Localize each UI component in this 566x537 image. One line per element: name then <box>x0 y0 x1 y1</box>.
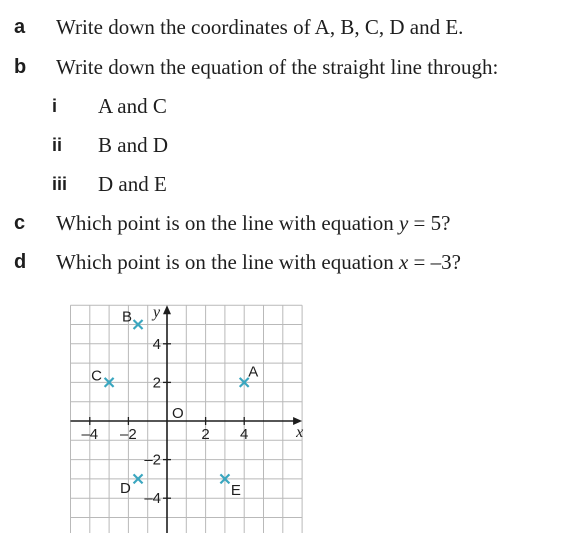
point-label: B <box>122 308 133 326</box>
x-axis-label: x <box>296 424 304 441</box>
x-tick-label: 4 <box>240 426 249 443</box>
y-tick-label: –4 <box>144 490 161 508</box>
question-text: D and E <box>98 171 167 196</box>
text-after: = –3? <box>408 249 461 274</box>
text-before: Which point is on the line with equation <box>56 249 399 274</box>
question-b <box>14 52 498 82</box>
question-b-i <box>52 91 167 121</box>
question-text: A and C <box>98 93 167 118</box>
question-b-iii <box>52 169 167 199</box>
text-before: Which point is on the line with equation <box>56 210 399 235</box>
question-a <box>14 12 463 42</box>
y-axis-arrow-icon <box>163 305 171 314</box>
question-letter: iii <box>52 174 68 194</box>
axis-labels <box>81 304 303 507</box>
point-label: E <box>230 481 241 499</box>
question-text: B and D <box>98 132 168 157</box>
question-text <box>56 249 461 274</box>
question-b-ii <box>52 130 168 160</box>
question-letter: d <box>14 251 27 273</box>
question-text <box>56 210 451 235</box>
question-letter: i <box>52 96 58 116</box>
point-label: D <box>120 479 131 497</box>
text-after: = 5? <box>408 210 451 235</box>
question-letter: ii <box>52 135 63 155</box>
question-d <box>14 247 461 277</box>
variable: x <box>398 249 409 274</box>
question-c <box>14 208 450 238</box>
y-tick-label: 2 <box>152 374 161 392</box>
x-tick-label: –4 <box>81 426 99 443</box>
variable: y <box>398 210 409 235</box>
point-label: A <box>248 363 259 381</box>
point-label: C <box>91 367 102 385</box>
question-text: Write down the equation of the straight line through: <box>56 54 499 79</box>
x-tick-label: 2 <box>201 426 210 443</box>
origin-label: O <box>172 405 184 422</box>
question-letter: b <box>14 56 27 78</box>
y-axis-label: y <box>153 304 161 322</box>
grid-lines <box>71 305 303 533</box>
y-tick-label: 4 <box>152 335 161 353</box>
question-text: Write down the coordinates of A, B, C, D and E. <box>56 14 464 39</box>
question-letter: c <box>14 212 26 234</box>
y-tick-label: –2 <box>144 451 161 469</box>
x-tick-label: –2 <box>120 426 137 443</box>
question-letter: a <box>14 16 26 38</box>
coordinate-grid <box>66 297 312 533</box>
